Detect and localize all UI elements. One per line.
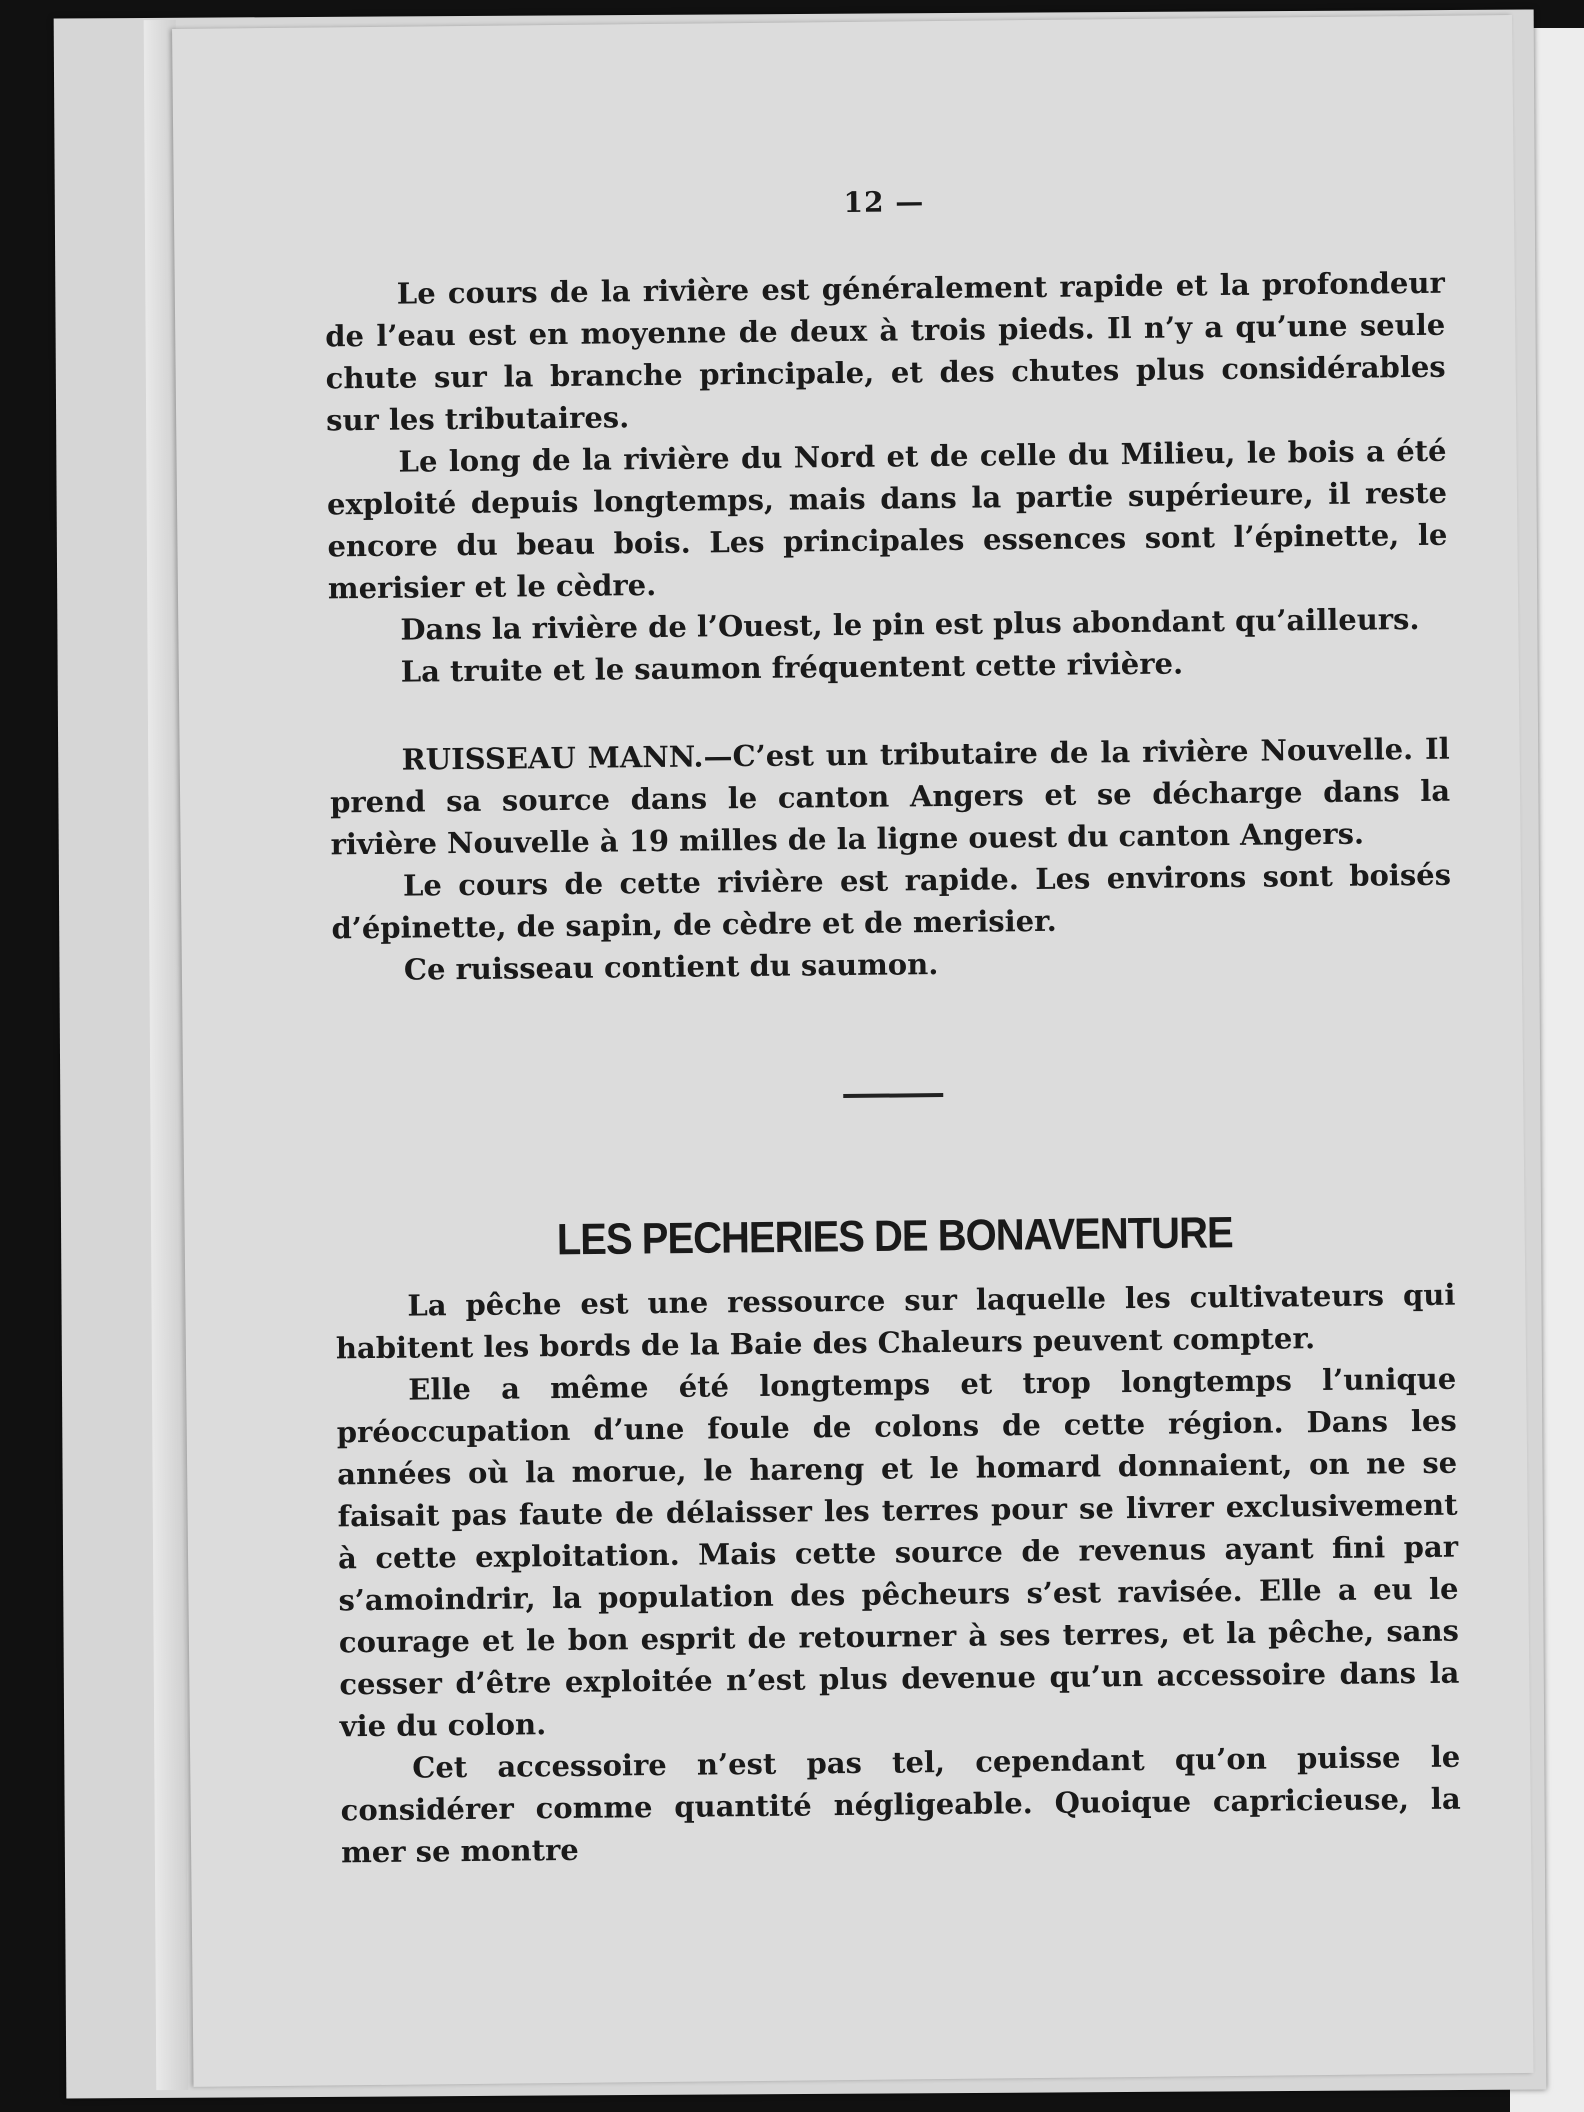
river-paragraph-2: Le long de la rivière du Nord et de celle du Milieu, le bois a été exploité depuis longtemps, mais dans la partie supérieure, il reste encore du beau bois. Les principales essences sont l’épinette, le merisier et le cèdre.	[326, 433, 1448, 606]
river-paragraph-1: Le cours de la rivière est généralement rapide et la profondeur de l’eau est en moyenne de deux à trois pieds. Il n’y a qu’une seule chute sur la branche principale, et des chutes plus considérables sur les tributaires.	[325, 265, 1446, 438]
pecheries-paragraph-3: Cet accessoire n’est pas tel, cependant qu’on puisse le considérer comme quantité négligeable. Quoique capricieuse, la mer se montre	[340, 1739, 1461, 1870]
section-divider	[843, 1093, 943, 1098]
pecheries-paragraph-1: La pêche est une ressource sur laquelle les cultivateurs qui habitent les bords de la Baie des Chaleurs peuvent compter.	[335, 1277, 1456, 1366]
page-content	[324, 176, 1462, 1874]
page-number: 12 —	[843, 185, 925, 219]
ruisseau-heading: RUISSEAU MANN.	[401, 739, 704, 777]
river-paragraph-3: Dans la rivière de l’Ouest, le pin est plus abondant qu’ailleurs.	[400, 601, 1420, 647]
ruisseau-paragraph-2: Ce ruisseau contient du saumon.	[403, 947, 939, 987]
ruisseau-paragraph-1: Le cours de cette rivière est rapide. Les environs sont boisés d’épinette, de sapin, de cèdre et de merisier.	[331, 857, 1452, 946]
section-title: LES PECHERIES DE BONAVENTURE	[556, 1208, 1233, 1265]
document-page	[172, 15, 1533, 2087]
pecheries-paragraph-2: Elle a même été longtemps et trop longtemps l’unique préoccupation d’une foule de colons de cette région. Dans les années où la morue, le hareng et le homard donnaient, on ne se faisait pas faute de délaisser les terres pour se livrer exclusivement à cette exploitation. Mais cette source de revenus ayant fini par s’amoindrir, la population des pêcheurs s’est ravisée. Elle a eu le courage et le bon esprit de retourner à ses terres, et la pêche, sans cesser d’être exploitée n’est plus devenue qu’un accessoire dans la vie du colon.	[336, 1361, 1460, 1744]
ruisseau-lead-text: —C’est un tributaire de la rivière Nouvelle. Il prend sa source dans le canton Angers et se décharge dans la rivière Nouvelle à 19 milles de la ligne ouest du canton Angers.	[329, 731, 1451, 862]
river-paragraph-4: La truite et le saumon fréquentent cette rivière.	[400, 646, 1184, 689]
ruisseau-paragraph-lead	[329, 728, 1450, 866]
